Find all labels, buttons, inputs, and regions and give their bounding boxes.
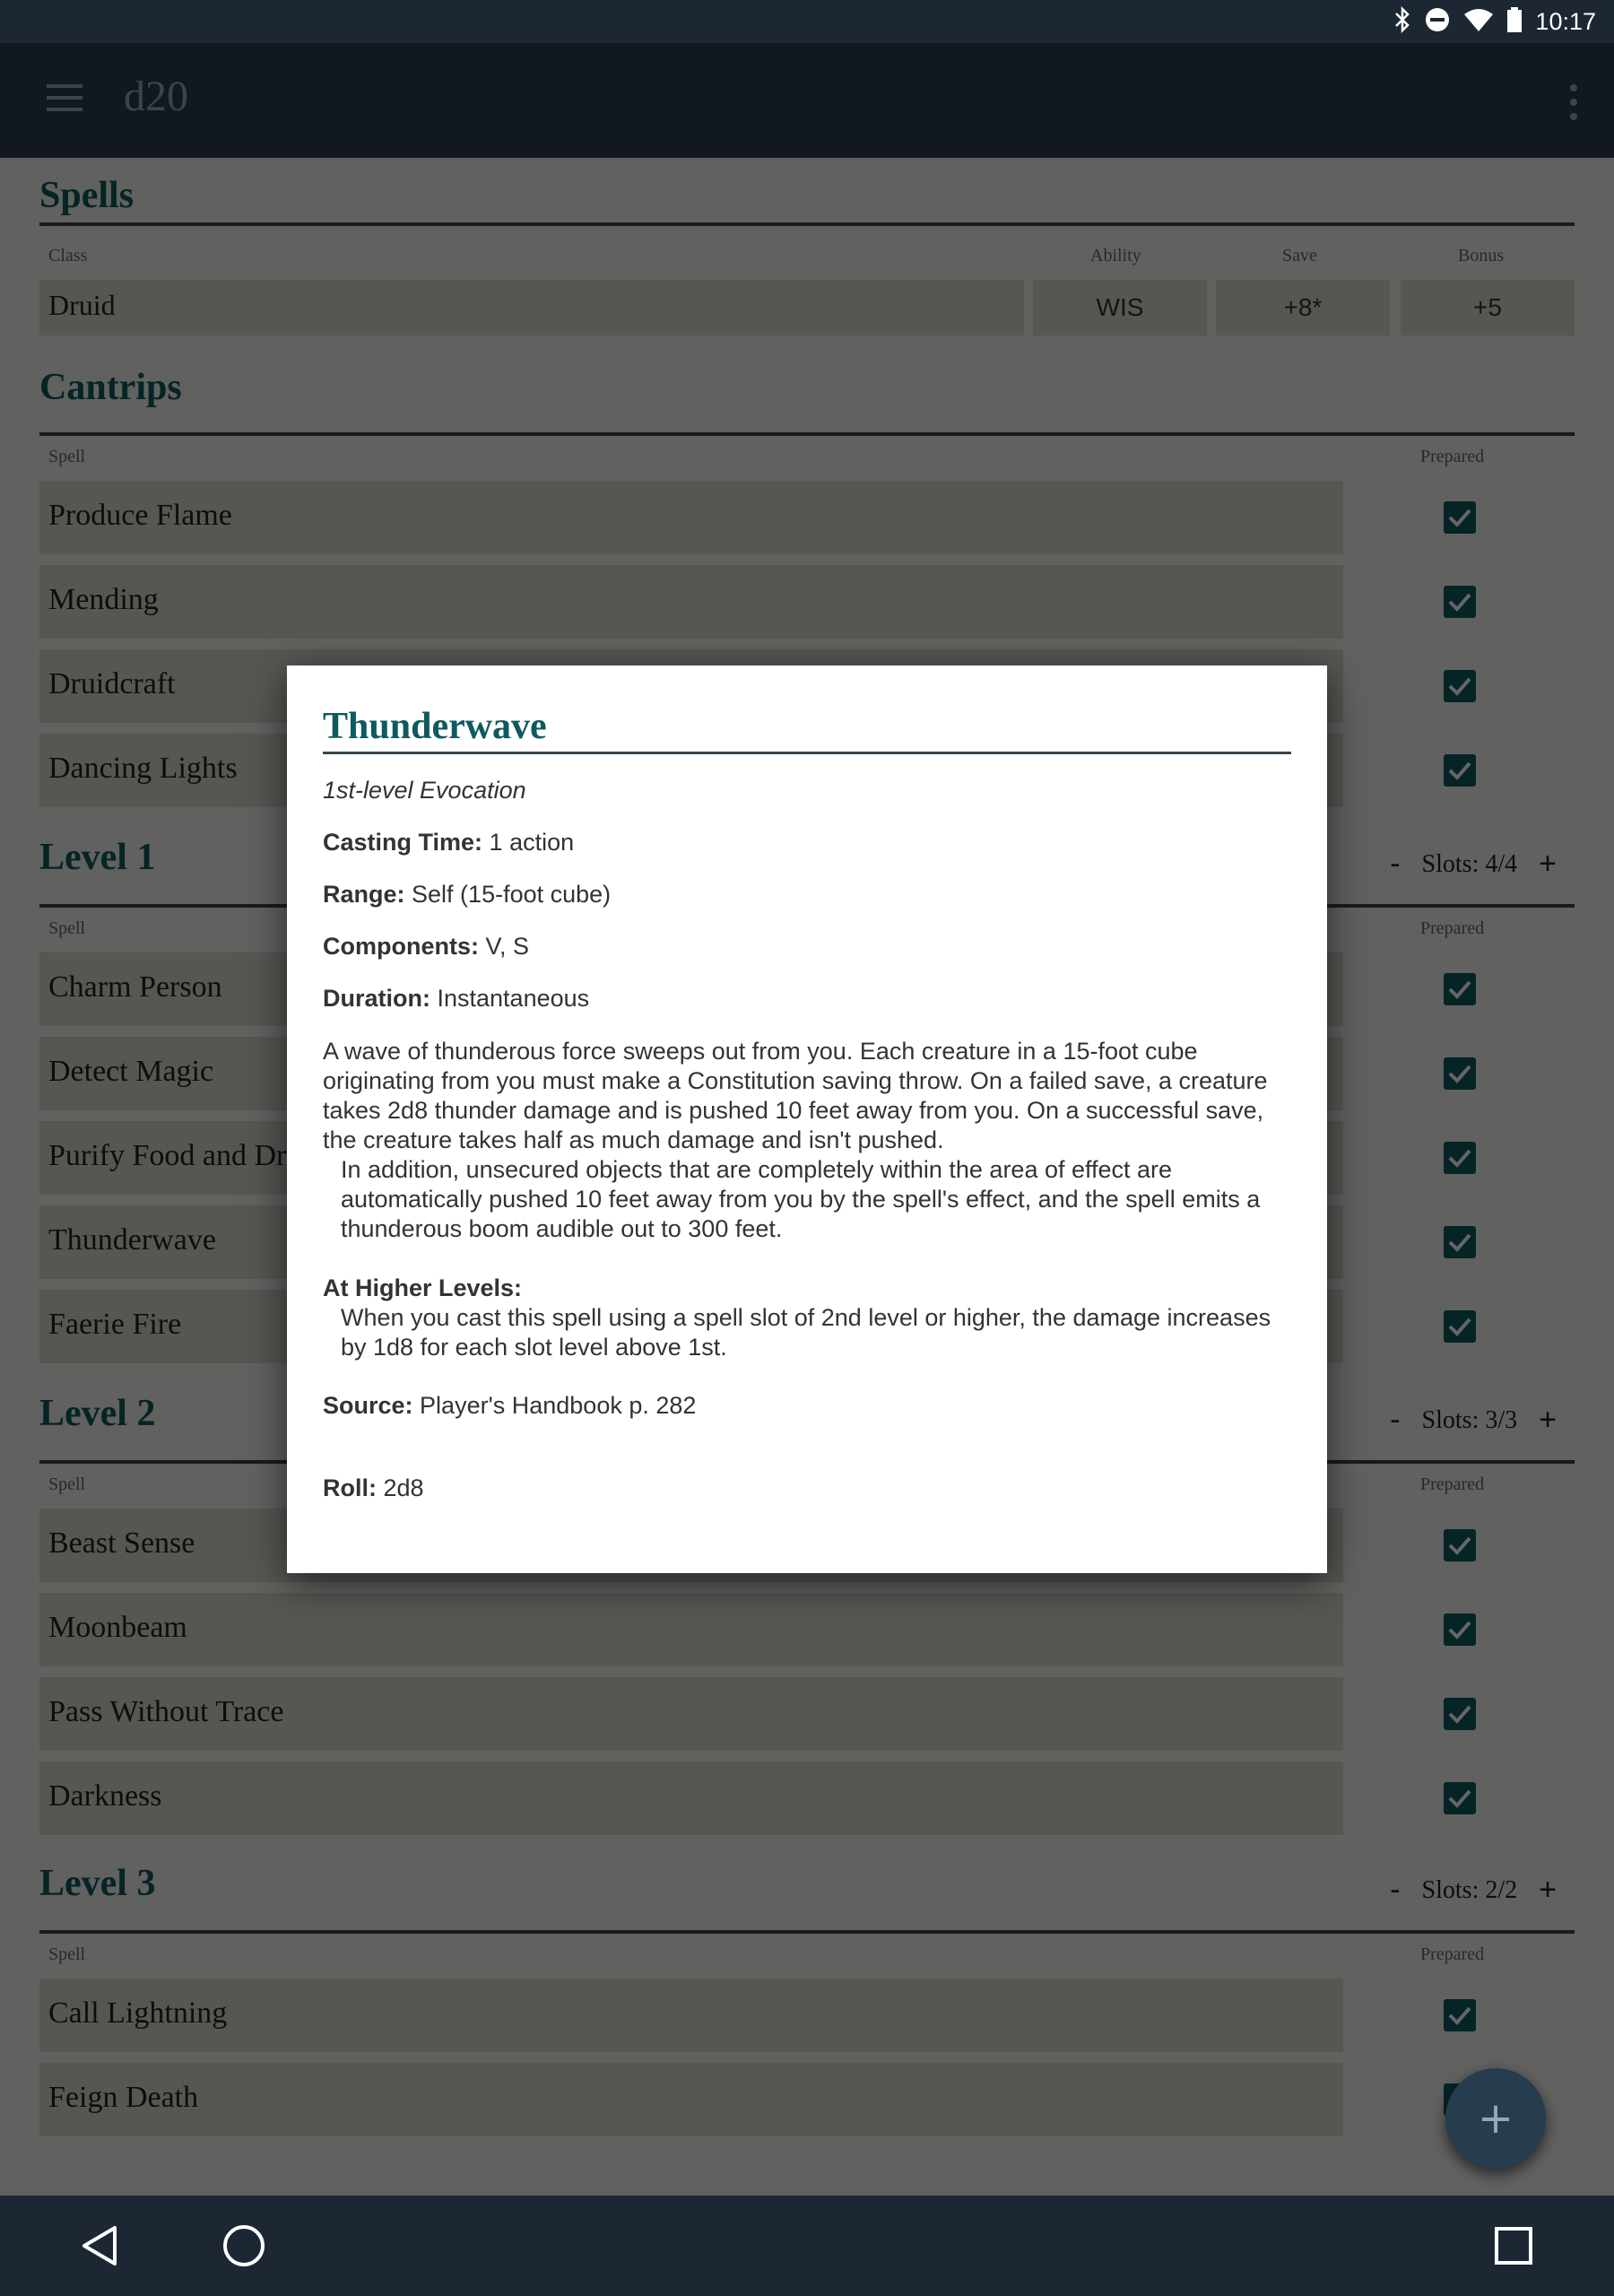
- source: [323, 1392, 696, 1420]
- casting-time: [323, 829, 574, 857]
- dialog-divider: [323, 752, 1291, 754]
- source-value: Player's Handbook p. 282: [420, 1392, 697, 1419]
- status-time: 10:17: [1535, 7, 1596, 35]
- higher-levels-text: When you cast this spell using a spell slot of 2nd level or higher, the damage increases by 1d8 for each slot level above 1st.: [341, 1304, 1271, 1361]
- add-spell-fab[interactable]: +: [1445, 2068, 1546, 2169]
- description-paragraph: In addition, unsecured objects that are completely within the area of effect are automatically pushed 10 feet away from you by the spell's effect, and the spell emits a thunderous boom audible out to 300 feet.: [341, 1156, 1261, 1242]
- home-icon[interactable]: [219, 2221, 269, 2271]
- do-not-disturb-icon: [1424, 6, 1451, 38]
- status-bar: [0, 0, 1614, 43]
- battery-icon: [1506, 6, 1523, 38]
- higher-levels: [323, 1274, 1300, 1362]
- duration-label: Duration:: [323, 985, 430, 1012]
- components-value: V, S: [485, 933, 530, 960]
- bluetooth-icon: [1393, 6, 1411, 38]
- dialog-title: Thunderwave: [323, 706, 547, 747]
- range-label: Range:: [323, 881, 405, 908]
- casting-time-label: Casting Time:: [323, 829, 483, 856]
- roll-value: 2d8: [383, 1474, 424, 1501]
- duration-value: Instantaneous: [437, 985, 590, 1012]
- back-icon[interactable]: [75, 2221, 126, 2271]
- spell-school: 1st-level Evocation: [323, 777, 526, 804]
- range: [323, 881, 611, 909]
- system-nav-bar: [0, 2196, 1614, 2296]
- source-label: Source:: [323, 1392, 413, 1419]
- recents-icon[interactable]: [1488, 2221, 1539, 2271]
- roll-label: Roll:: [323, 1474, 377, 1501]
- components-label: Components:: [323, 933, 479, 960]
- components: [323, 933, 529, 961]
- casting-time-value: 1 action: [489, 829, 575, 856]
- roll[interactable]: [323, 1474, 424, 1502]
- wifi-icon: [1463, 7, 1494, 37]
- duration: [323, 985, 589, 1013]
- spell-detail-dialog: [287, 665, 1327, 1573]
- higher-levels-label: At Higher Levels:: [323, 1274, 523, 1301]
- spell-description: [323, 1037, 1300, 1244]
- description-paragraph: A wave of thunderous force sweeps out from you. Each creature in a 15-foot cube originating from you must make a Constitution saving throw. On a failed save, a creature takes 2d8 thunder damage and is pushed 10 feet away from you. On a successful save, the creature takes half as much damage and isn't pushed.: [323, 1038, 1268, 1153]
- range-value: Self (15-foot cube): [412, 881, 612, 908]
